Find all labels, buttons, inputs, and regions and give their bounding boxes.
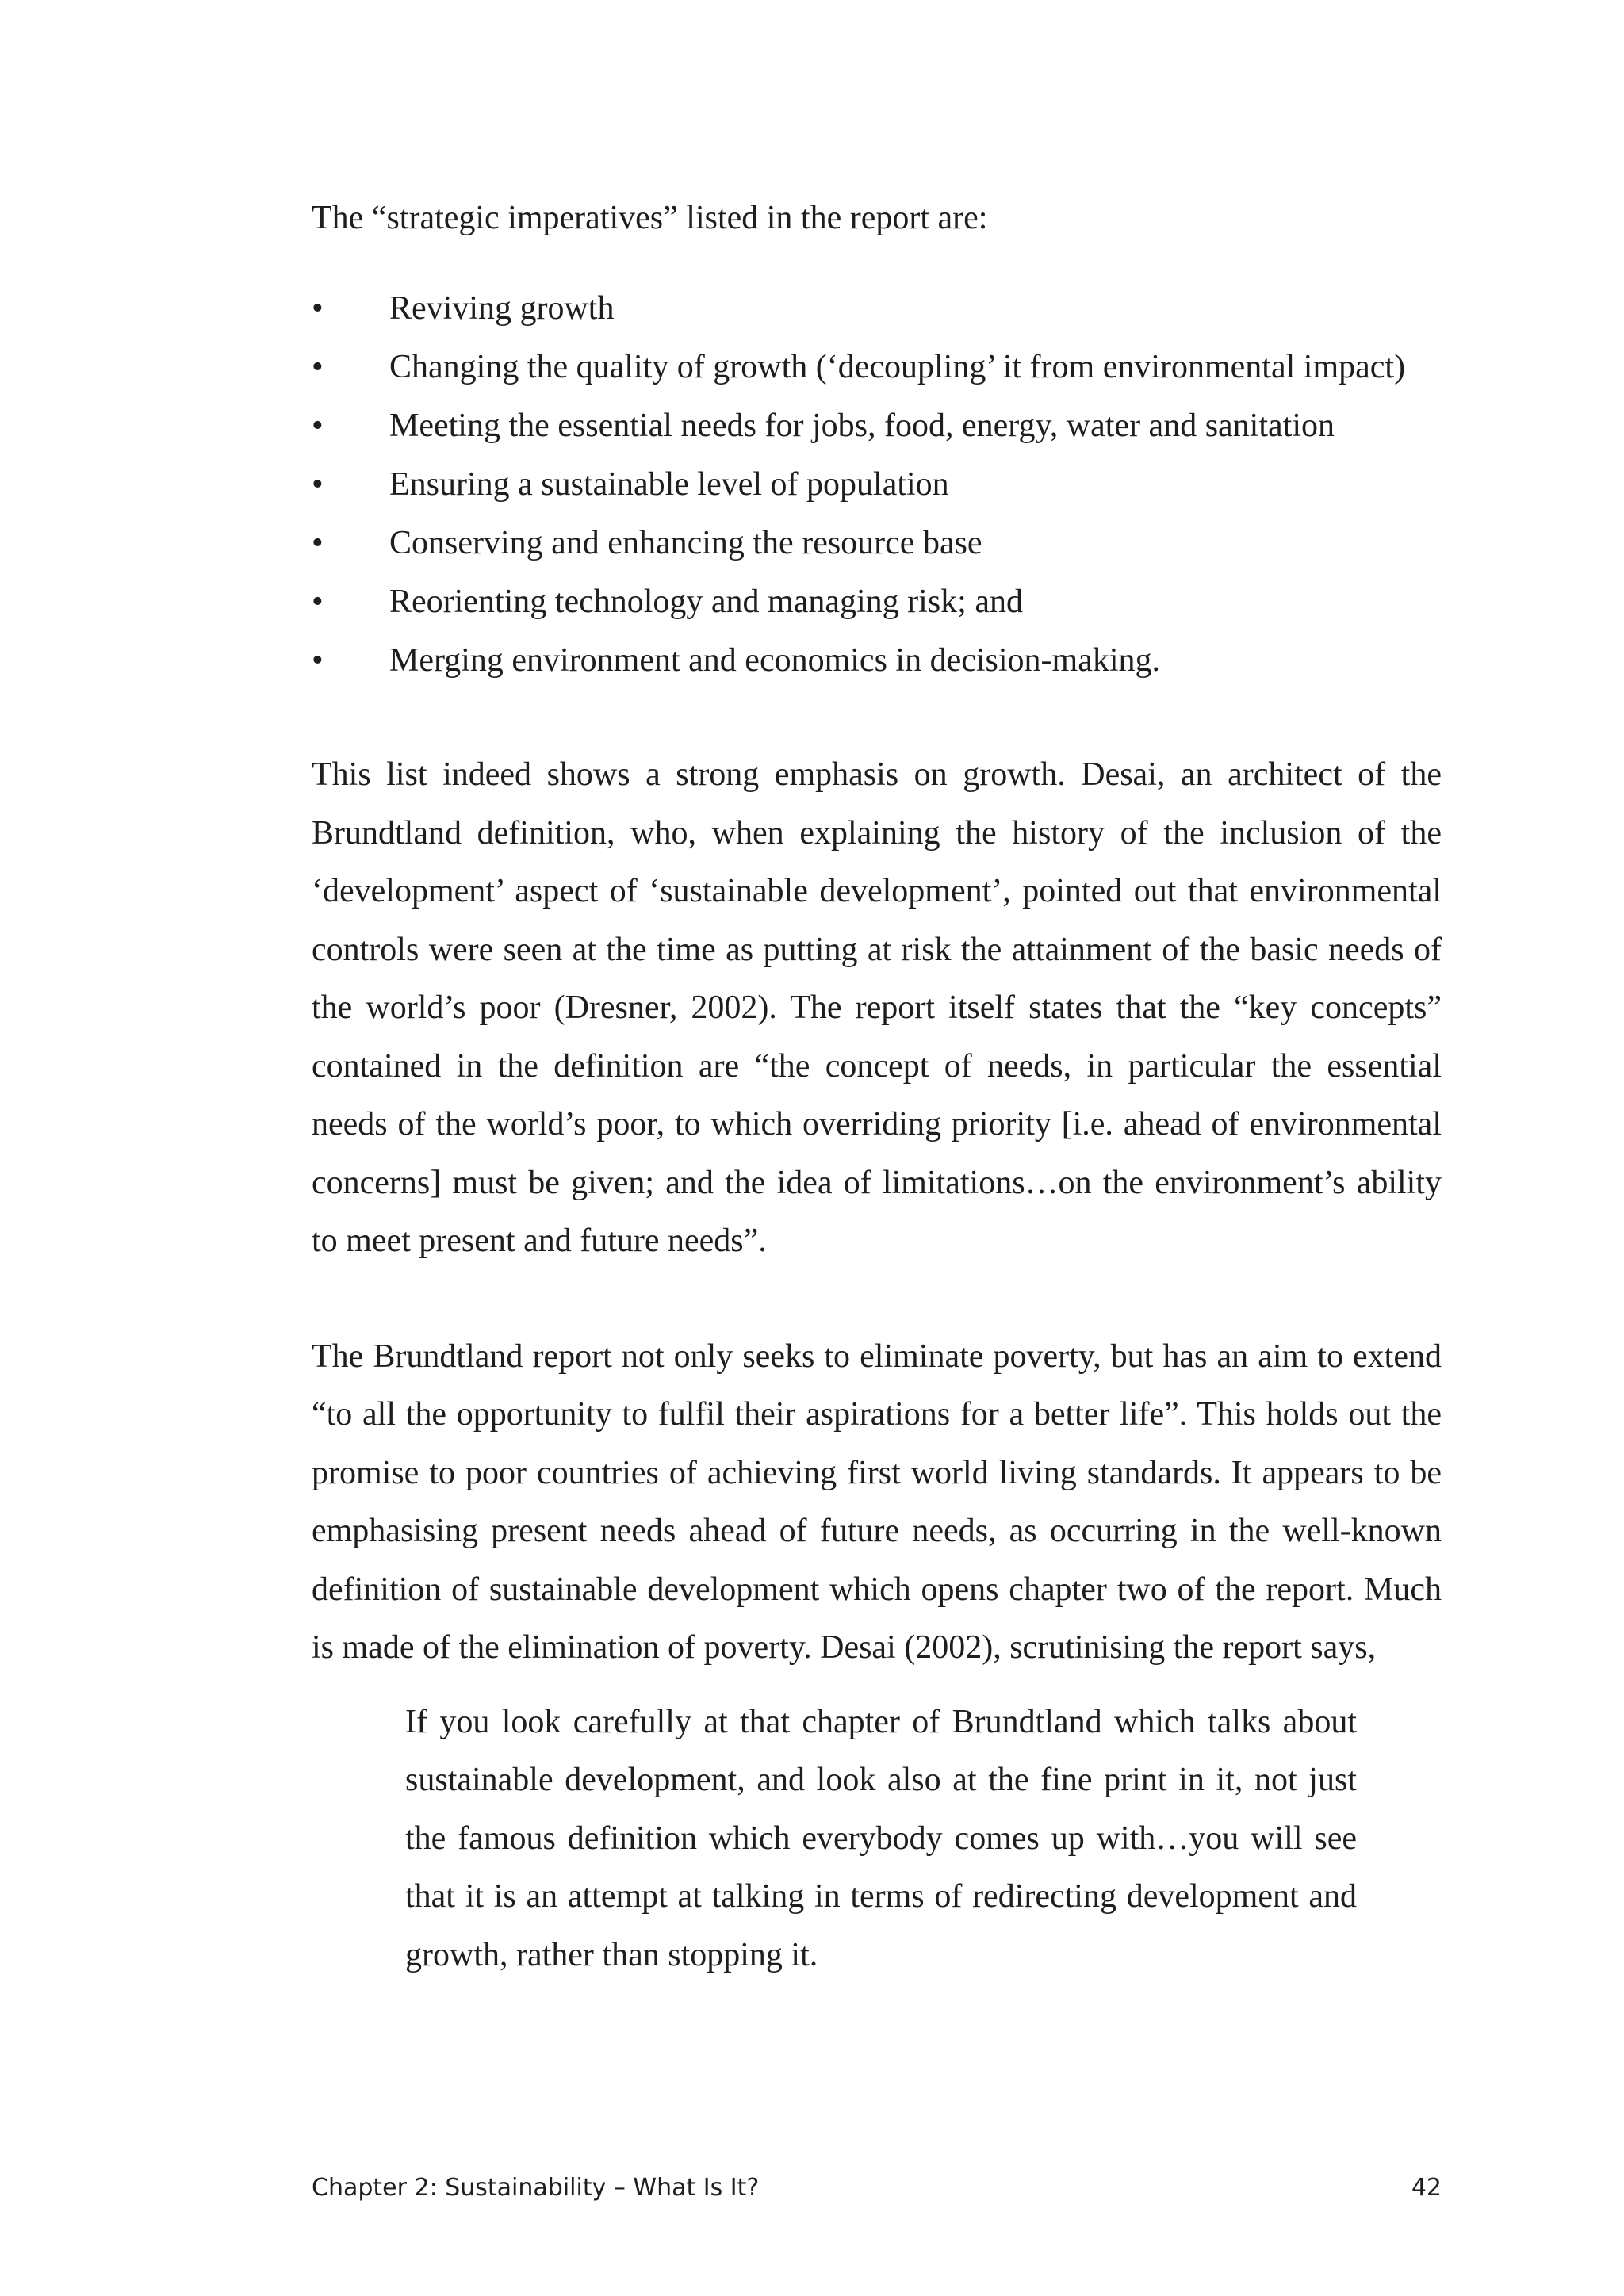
list-item-text: Merging environment and economics in decision-making.	[389, 642, 1161, 679]
list-item-text: Meeting the essential needs for jobs, food, energy, water and sanitation	[389, 408, 1335, 444]
bullet-icon: •	[312, 290, 324, 327]
body-paragraph: The Brundtland report not only seeks to eliminate poverty, but has an aim to extend “to all the opportunity to fulfil their aspirations for a better life”. This holds out the promise to poor countries of achieving first world living standards. It appears to be emphasising present needs ahead of future needs, as occurring in the well-known definition of sustainable development which opens chapter two of the report. Much is made of the elimination of poverty. Desai (2002), scrutinising the report says,	[312, 1337, 1442, 1666]
imperatives-list	[312, 279, 1442, 690]
list-item-text: Reviving growth	[389, 290, 615, 327]
bullet-icon: •	[312, 525, 324, 561]
list-item	[312, 396, 1442, 455]
page-number: 42	[1411, 2174, 1442, 2202]
block-quote: If you look carefully at that chapter of Brundtland which talks about sustainable development, and look also at the fine print in it, not just the famous definition which everybody comes up with…you will see that it is an attempt at talking in terms of redirecting development and growth, rather than stopping it.	[405, 1703, 1357, 1973]
list-item	[312, 572, 1442, 631]
list-item-text: Reorienting technology and managing risk; and	[389, 584, 1023, 620]
list-item-text: Conserving and enhancing the resource base	[389, 525, 982, 561]
list-item	[312, 279, 1442, 338]
bullet-icon: •	[312, 349, 324, 385]
body-paragraph: This list indeed shows a strong emphasis on growth. Desai, an architect of the Brundtland definition, who, when explaining the history of the inclusion of the ‘development’ aspect of ‘sustainable development’, pointed out that environmental controls were seen at the time as putting at risk the attainment of the basic needs of the world’s poor (Dresner, 2002). The report itself states that the “key concepts” contained in the definition are “the concept of needs, in particular the essential needs of the world’s poor, to which overriding priority [i.e. ahead of environmental concerns] must be given; and the idea of limitations…on the environment’s ability to meet present and future needs”.	[312, 756, 1442, 1259]
bullet-icon: •	[312, 408, 324, 444]
list-item	[312, 455, 1442, 514]
list-item-text: Ensuring a sustainable level of population	[389, 466, 949, 503]
list-item-text: Changing the quality of growth (‘decoupling’ it from environmental impact)	[389, 349, 1406, 385]
list-item	[312, 631, 1442, 690]
page-body	[312, 189, 1442, 1984]
bullet-icon: •	[312, 584, 324, 620]
bullet-icon: •	[312, 466, 324, 503]
bullet-icon: •	[312, 642, 324, 679]
intro-sentence: The “strategic imperatives” listed in the report are:	[312, 200, 988, 236]
footer-chapter-title: Chapter 2: Sustainability – What Is It?	[312, 2174, 760, 2202]
list-item	[312, 338, 1442, 396]
list-item	[312, 514, 1442, 572]
